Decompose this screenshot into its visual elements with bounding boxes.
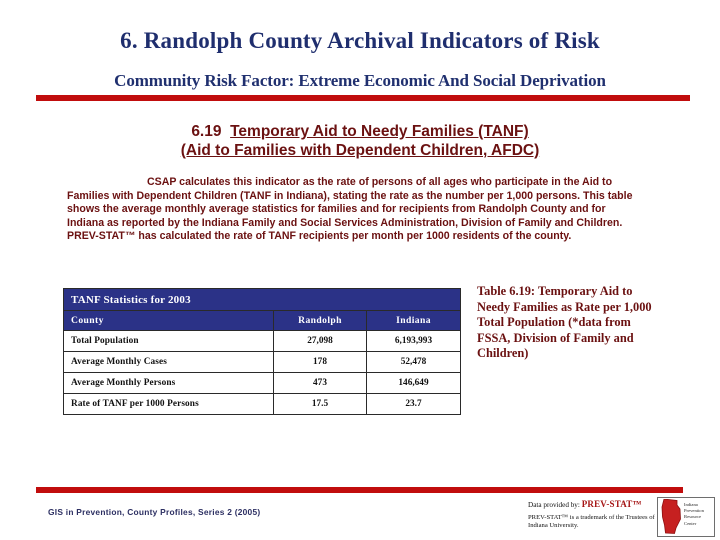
footer-credit-line (528, 499, 658, 509)
table-row (64, 373, 461, 394)
row-label-total-population: Total Population (64, 331, 274, 352)
divider-rule-bottom (36, 487, 683, 493)
footer-brand-name: PREV-STAT™ (581, 499, 642, 509)
table-caption: Table 6.19: Temporary Aid to Needy Families as Rate per 1,000 Total Population (*data from FSSA, Division of Family and Children) (477, 284, 652, 361)
row-label-average-monthly-cases: Average Monthly Cases (64, 352, 274, 373)
cell-indiana-rate-of-tanf: 23.7 (367, 394, 461, 415)
cell-randolph-average-monthly-persons: 473 (274, 373, 367, 394)
cell-randolph-rate-of-tanf: 17.5 (274, 394, 367, 415)
table-title: TANF Statistics for 2003 (64, 289, 461, 311)
section-heading-line2: (Aid to Families with Dependent Children, AFDC) (180, 142, 540, 159)
column-header-indiana: Indiana (367, 311, 461, 331)
body-paragraph: CSAP calculates this indicator as the rate of persons of all ages who participate in the Aid to Families with Dependent Children (TANF in Indiana), stating the rate as the number per 1,000 persons. This table shows the average monthly average statistics for families and for recipients from Randolph County and for Indiana as reported by the Indiana Family and Social Services Administration, Division of Family and Children. PREV-STAT™ has calculated the rate of TANF recipients per month per 1000 residents of the county. (67, 176, 633, 243)
footer-credit-prefix: Data provided by: (528, 501, 582, 509)
footer-source-text: GIS in Prevention, County Profiles, Series 2 (2005) (48, 507, 261, 517)
column-header-randolph: Randolph (274, 311, 367, 331)
row-label-average-monthly-persons: Average Monthly Persons (64, 373, 274, 394)
cell-randolph-total-population: 27,098 (274, 331, 367, 352)
footer-trademark-notice: PREV-STAT™ is a trademark of the Trustees of Indiana University. (528, 514, 655, 530)
table-row (64, 352, 461, 373)
cell-indiana-total-population: 6,193,993 (367, 331, 461, 352)
section-number: 6.19 (191, 123, 222, 140)
page-title: 6. Randolph County Archival Indicators of Risk (120, 28, 600, 53)
cell-indiana-average-monthly-persons: 146,649 (367, 373, 461, 394)
table-row (64, 331, 461, 352)
footer-credit-block (528, 499, 658, 531)
section-heading (60, 122, 660, 160)
table-header-row (64, 311, 461, 331)
cell-indiana-average-monthly-cases: 52,478 (367, 352, 461, 373)
table-row (64, 394, 461, 415)
section-heading-line1: Temporary Aid to Needy Families (TANF) (230, 123, 529, 140)
page-subtitle: Community Risk Factor: Extreme Economic And Social Deprivation (114, 71, 606, 90)
cell-randolph-average-monthly-cases: 178 (274, 352, 367, 373)
column-header-county: County (64, 311, 274, 331)
row-label-rate-of-tanf: Rate of TANF per 1000 Persons (64, 394, 274, 415)
ipc-logo-text: Indiana Prevention Resource Center (684, 502, 704, 526)
ipc-logo (657, 497, 715, 537)
divider-rule-top (36, 95, 690, 101)
indiana-state-shape-icon (660, 499, 684, 537)
tanf-statistics-table (63, 288, 461, 415)
table-title-row (64, 289, 461, 311)
